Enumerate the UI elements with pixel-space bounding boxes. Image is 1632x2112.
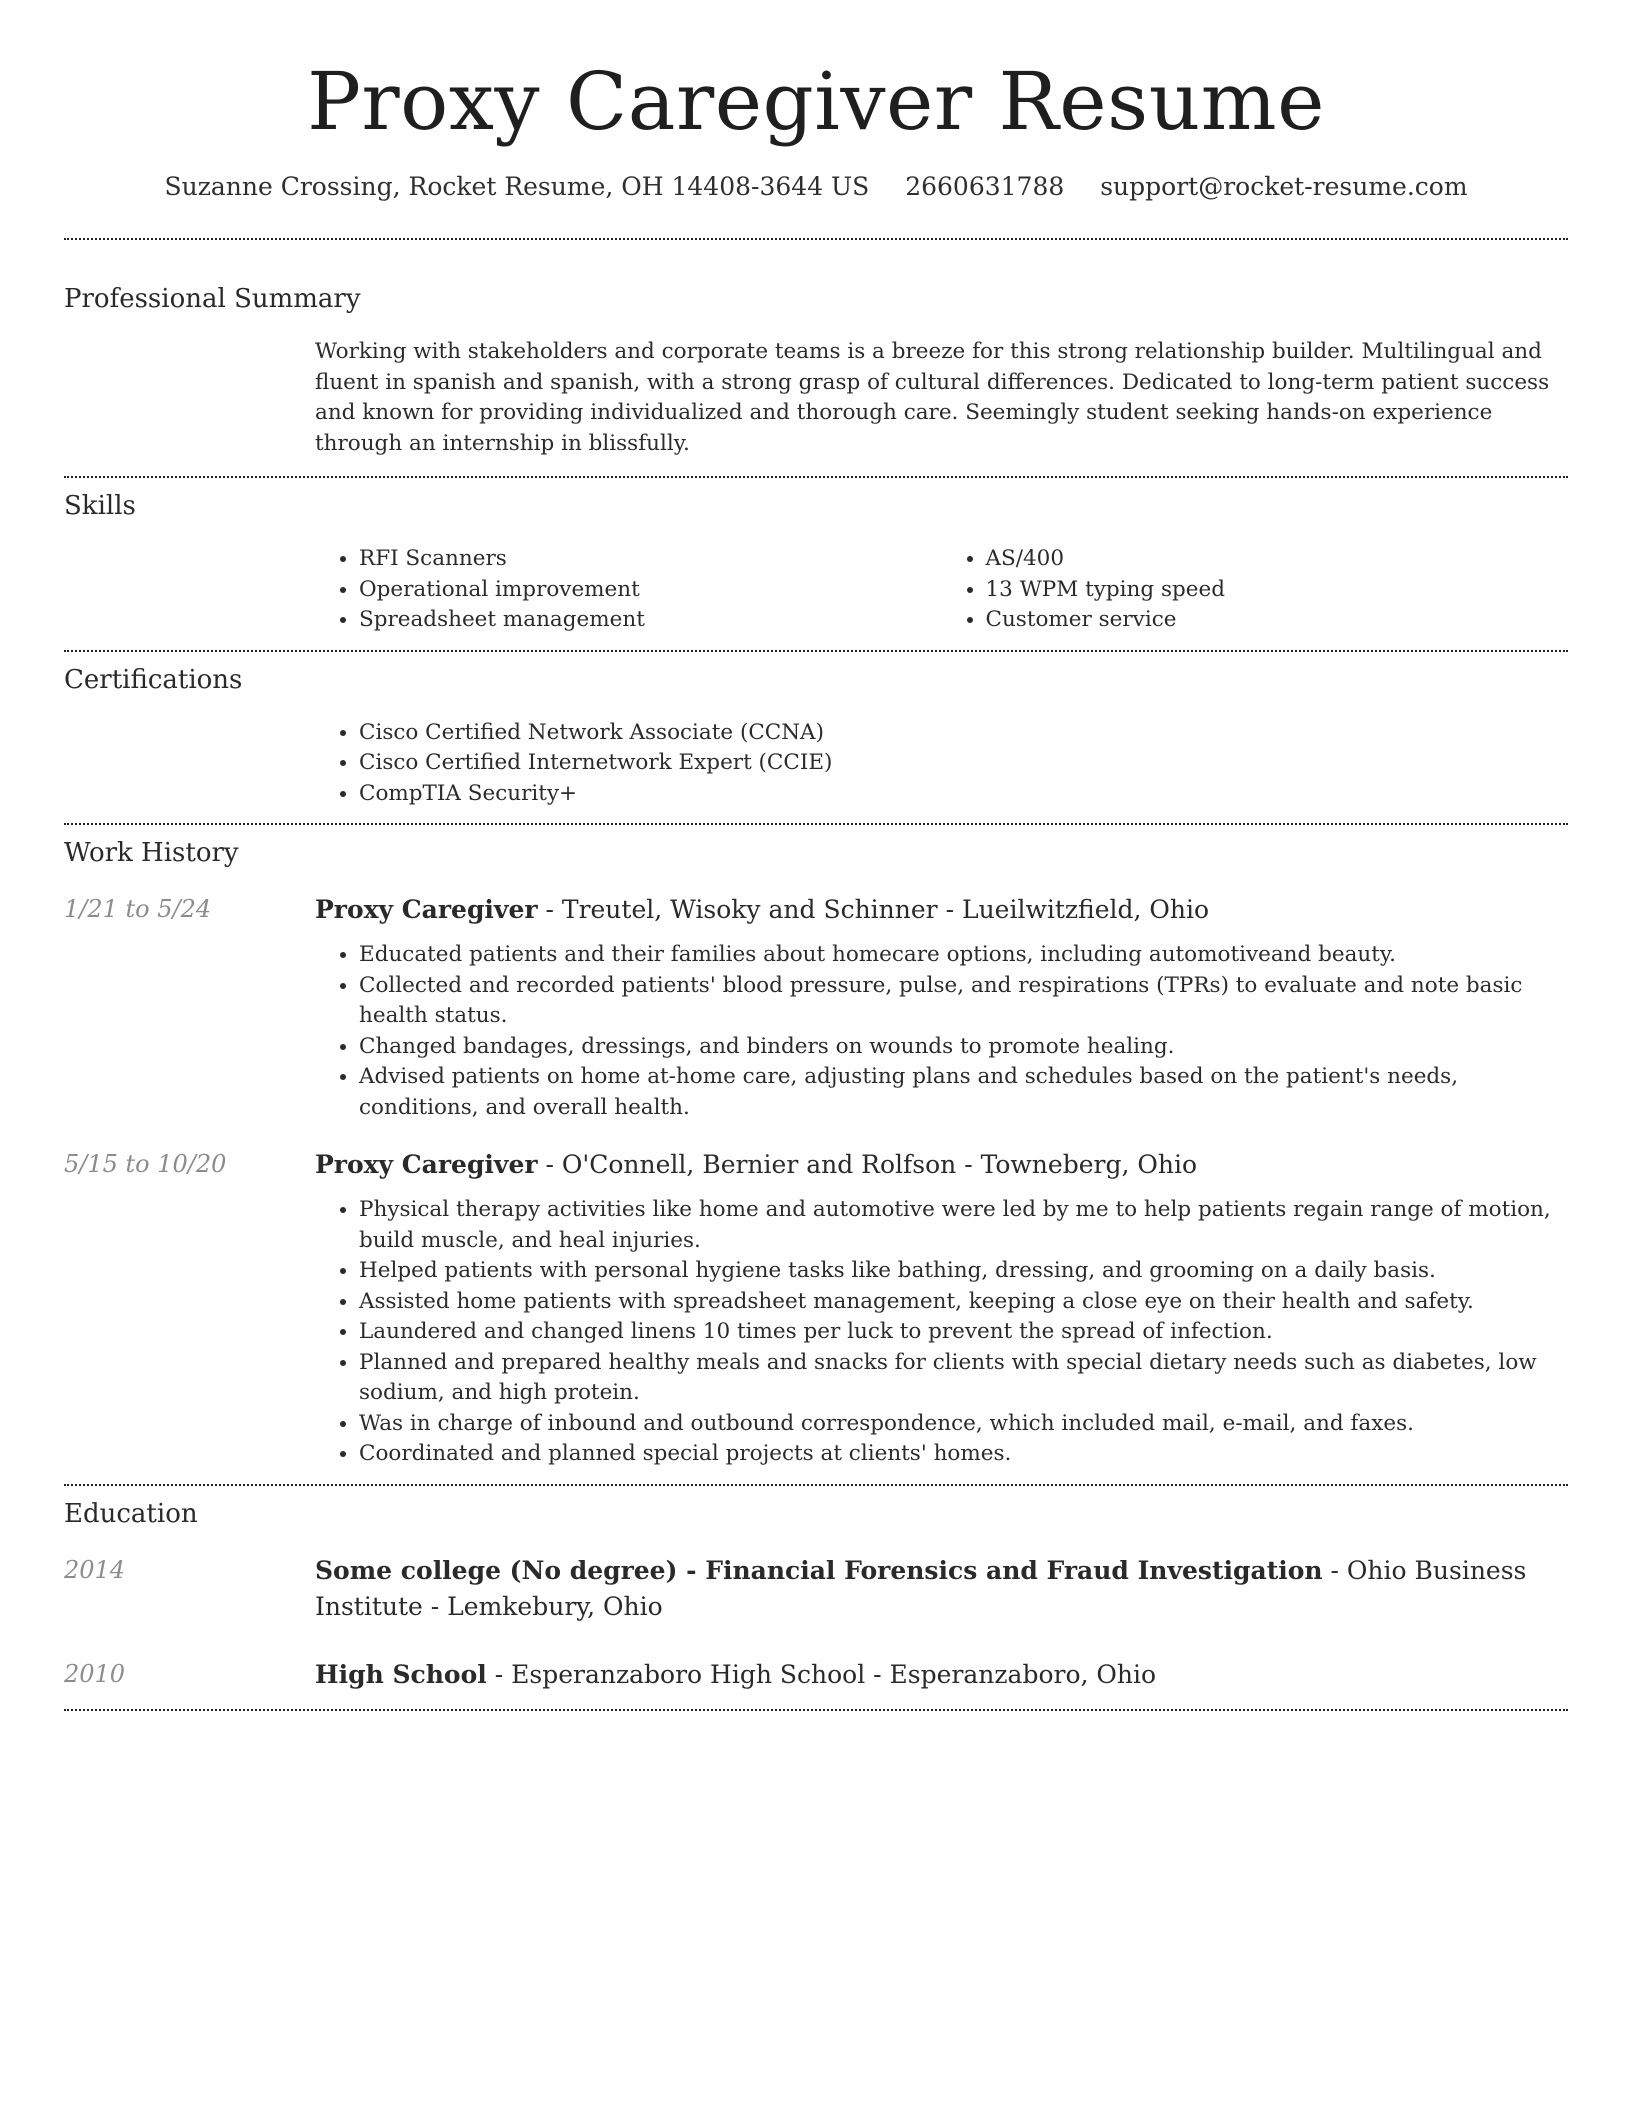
divider (64, 1709, 1568, 1711)
list-item: • Assisted home patients with spreadsheet management, keeping a close eye on their health and safety. (359, 1287, 1568, 1318)
job-role: Proxy Caregiver (315, 895, 538, 924)
section-title: Work History (64, 838, 239, 868)
list-item: • Physical therapy activities like home and automotive were led by me to help patients regain range of motion, build muscle, and heal injuries. (359, 1195, 1568, 1256)
skills-list-right (942, 544, 1569, 636)
work-history-section (64, 825, 1568, 1470)
list-item: • Laundered and changed linens 10 times per luck to prevent the spread of infection. (359, 1317, 1568, 1348)
job-employer: - Treutel, Wisoky and Schinner - Lueilwitzfield, Ohio (537, 895, 1210, 924)
summary-section (64, 240, 1568, 459)
list-item: • Operational improvement (359, 575, 942, 606)
summary-text: Working with stakeholders and corporate teams is a breeze for this strong relationship builder. Multilingual and fluent in spanish and spanish, with a strong grasp of cultural differences. Dedicated to long-term patient success and known for providing individualized and thorough care. Seemingly student seeking hands-on experience through an internship in blissfully. (315, 339, 1550, 456)
job-bullets (315, 940, 1568, 1123)
resume-page (64, 0, 1568, 1711)
education-heading (315, 1553, 1568, 1625)
list-item: • 13 WPM typing speed (986, 575, 1569, 606)
resume-title: Proxy Caregiver Resume (307, 55, 1325, 148)
job-dates: 5/15 to 10/20 (64, 1150, 227, 1178)
list-item: • Spreadsheet management (359, 605, 942, 636)
section-title: Skills (64, 491, 136, 521)
job-heading (315, 1147, 1568, 1183)
job-role: Proxy Caregiver (315, 1150, 538, 1179)
job-dates: 1/21 to 5/24 (64, 895, 212, 923)
job-entry (64, 1147, 1568, 1470)
education-section (64, 1486, 1568, 1693)
list-item: • Advised patients on home at-home care, adjusting plans and schedules based on the patient's needs, conditions, and overall health. (359, 1062, 1568, 1123)
education-school: - Ohio Business Institute - Lemkebury, Ohio (315, 1555, 1527, 1621)
education-degree: High School (315, 1659, 487, 1689)
contact-address: Suzanne Crossing, Rocket Resume, OH 14408-3644 US (164, 172, 870, 201)
job-employer: - O'Connell, Bernier and Rolfson - Towneberg, Ohio (537, 1150, 1197, 1179)
skills-list-left (315, 544, 942, 636)
list-item: • Cisco Certified Internetwork Expert (CCIE) (359, 748, 1568, 779)
section-title: Professional Summary (64, 284, 361, 314)
skills-section (64, 478, 1568, 636)
list-item: • Customer service (986, 605, 1569, 636)
job-heading (315, 892, 1568, 928)
certifications-list-wrap (315, 718, 1568, 810)
list-item: • Helped patients with personal hygiene tasks like bathing, dressing, and grooming on a daily basis. (359, 1256, 1568, 1287)
job-bullets (315, 1195, 1568, 1470)
section-title: Certifications (64, 664, 243, 695)
section-title: Education (64, 1498, 198, 1529)
education-entry (64, 1553, 1568, 1625)
education-year: 2014 (64, 1555, 126, 1584)
contact-email: support@rocket-resume.com (1100, 172, 1468, 201)
education-degree: Some college (No degree) - Financial Forensics and Fraud Investigation (315, 1555, 1323, 1585)
list-item: • Cisco Certified Network Associate (CCNA) (359, 718, 1568, 749)
list-item: • Collected and recorded patients' blood pressure, pulse, and respirations (TPRs) to evaluate and note basic health status. (359, 971, 1568, 1032)
education-school: - Esperanzaboro High School - Esperanzaboro, Ohio (486, 1659, 1157, 1689)
education-year: 2010 (64, 1659, 126, 1688)
certifications-list (315, 718, 1568, 810)
job-bullets-wrap (315, 1195, 1568, 1470)
job-entry (64, 892, 1568, 1123)
contact-phone: 2660631788 (905, 172, 1065, 201)
list-item: • Coordinated and planned special projects at clients' homes. (359, 1439, 1568, 1470)
list-item: • Changed bandages, dressings, and binders on wounds to promote healing. (359, 1032, 1568, 1063)
contact-line (64, 170, 1568, 204)
list-item: • AS/400 (986, 544, 1569, 575)
education-entry (64, 1657, 1568, 1693)
list-item: • CompTIA Security+ (359, 779, 1568, 810)
list-item: • Educated patients and their families about homecare options, including automotiveand beauty. (359, 940, 1568, 971)
skills-columns (315, 544, 1568, 636)
list-item: • RFI Scanners (359, 544, 942, 575)
certifications-section (64, 652, 1568, 810)
job-bullets-wrap (315, 940, 1568, 1123)
education-heading (315, 1657, 1568, 1693)
list-item: • Planned and prepared healthy meals and snacks for clients with special dietary needs such as diabetes, low sodium, and high protein. (359, 1348, 1568, 1409)
list-item: • Was in charge of inbound and outbound correspondence, which included mail, e-mail, and faxes. (359, 1409, 1568, 1440)
